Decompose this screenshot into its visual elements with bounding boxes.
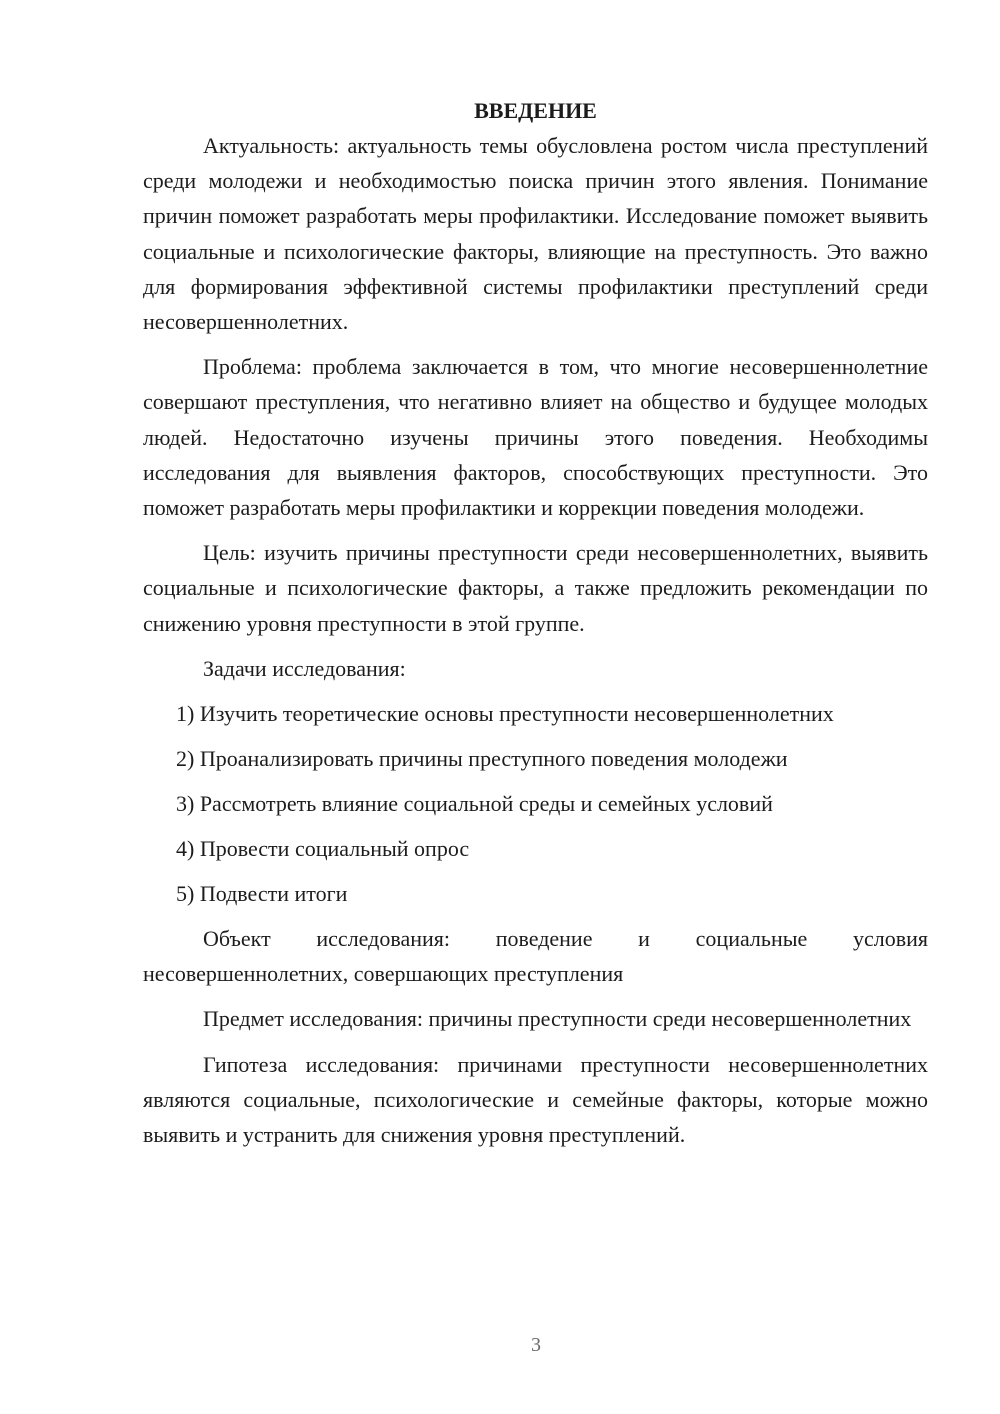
list-item: 4) Провести социальный опрос [176,836,470,862]
problem-paragraph: Проблема: проблема заключается в том, что многие несовершеннолетние совершают преступления, что негативно влияет на общество и будущее молодых людей. Недостаточно изучены причины этого поведения. Необходимы исследования для выявления факторов, способствующих преступности. Это поможет разработать меры профилактики и коррекции поведения молодежи. [143,354,928,521]
object-paragraph: Объект исследования: поведение и социальные условия несовершеннолетних, совершающих преступления [143,926,928,987]
relevance-paragraph: Актуальность: актуальность темы обусловлена ростом числа преступлений среди молодежи и необходимостью поиска причин этого явления. Понимание причин поможет разработать меры профилактики. Исследование поможет выявить социальные и психологические факторы, влияющие на преступность. Это важно для формирования эффективной системы профилактики преступлений среди несовершеннолетних. [143,133,928,335]
goal-paragraph: Цель: изучить причины преступности среди несовершеннолетних, выявить социальные и психологические факторы, а также предложить рекомендации по снижению уровня преступности в этой группе. [143,540,928,636]
page-title: ВВЕДЕНИЕ [474,98,597,123]
subject-paragraph: Предмет исследования: причины преступности среди несовершеннолетних [203,1006,912,1032]
list-item: 3) Рассмотреть влияние социальной среды и семейных условий [176,791,773,817]
tasks-heading: Задачи исследования: [203,655,406,681]
page-number: 3 [531,1334,541,1356]
document-body [143,93,928,1162]
hypothesis-paragraph: Гипотеза исследования: причинами преступности несовершеннолетних являются социальные, психологические и семейные факторы, которые можно выявить и устранить для снижения уровня преступлений. [143,1051,928,1148]
list-item: 1) Изучить теоретические основы преступности несовершеннолетних [176,701,834,727]
list-item: 2) Проанализировать причины преступного поведения молодежи [176,746,788,772]
list-item: 5) Подвести итоги [176,881,348,907]
